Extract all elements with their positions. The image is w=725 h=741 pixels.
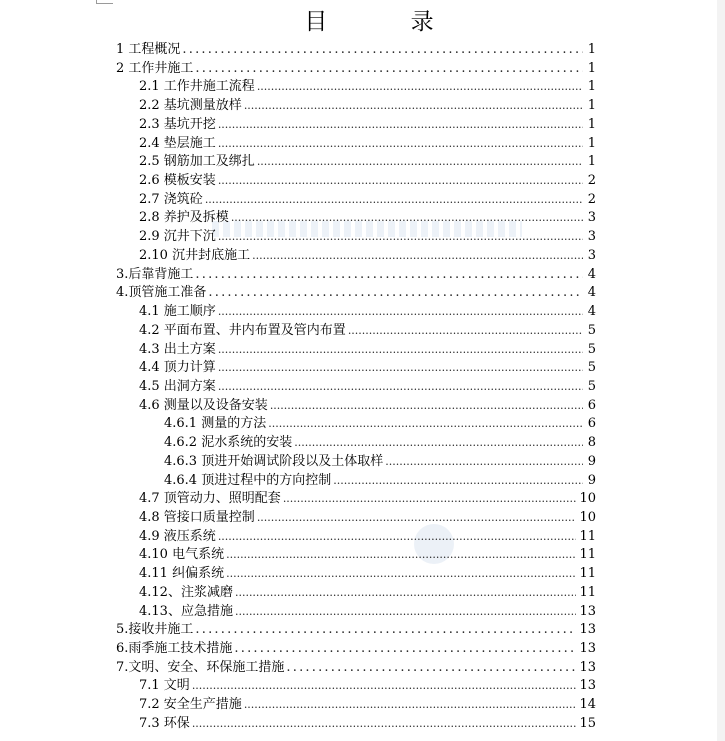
toc-dot-leader	[218, 135, 583, 154]
toc-entry-label: 4.6.3 顶进开始调试阶段以及土体取样	[164, 453, 384, 469]
toc-entry-label: 7.文明、安全、环保施工措施	[116, 659, 285, 675]
toc-dot-leader	[244, 696, 577, 715]
toc-dot-leader	[257, 78, 583, 97]
toc-entry[interactable]	[116, 472, 596, 491]
toc-entry-page-number: 10	[579, 491, 596, 507]
toc-entry-label: 4.6.2 泥水系统的安装	[164, 435, 293, 451]
toc-dot-leader	[205, 191, 583, 210]
toc-dot-leader	[257, 153, 583, 172]
toc-entry-page-number: 6	[587, 397, 596, 413]
toc-entry[interactable]	[116, 209, 596, 228]
toc-entry-label: 2.8 养护及拆模	[139, 210, 229, 226]
toc-entry[interactable]	[116, 341, 596, 360]
toc-entry-label: 4.10 电气系统	[139, 547, 225, 563]
page-edge	[717, 0, 725, 741]
toc-entry-label: 2.9 沉井下沉	[139, 229, 216, 245]
toc-entry-page-number: 5	[587, 322, 596, 338]
toc-dot-leader	[286, 659, 576, 678]
toc-entry-label: 5.接收井施工	[116, 622, 194, 638]
toc-entry-page-number: 11	[579, 547, 596, 563]
toc-entry[interactable]	[116, 659, 596, 678]
toc-dot-leader	[192, 715, 577, 734]
toc-entry-label: 2 工作井施工	[116, 60, 194, 76]
toc-entry-label: 7.2 安全生产措施	[139, 697, 242, 713]
toc-dot-leader	[195, 60, 583, 79]
toc-entry[interactable]	[116, 528, 596, 547]
toc-entry-label: 7.3 环保	[139, 715, 190, 731]
toc-dot-leader	[270, 397, 583, 416]
toc-entry-label: 2.7 浇筑砼	[139, 191, 203, 207]
toc-entry-page-number: 13	[579, 622, 596, 638]
toc-entry-page-number: 8	[587, 435, 596, 451]
toc-entry[interactable]	[116, 509, 596, 528]
toc-entry[interactable]	[116, 266, 596, 285]
toc-entry[interactable]	[116, 322, 596, 341]
toc-dot-leader	[218, 172, 583, 191]
toc-entry-page-number: 11	[579, 528, 596, 544]
toc-entry-label: 1 工程概况	[116, 42, 181, 57]
toc-entry-page-number: 10	[579, 509, 596, 525]
toc-dot-leader	[218, 303, 583, 322]
toc-entry[interactable]	[116, 696, 596, 715]
toc-dot-leader	[218, 378, 583, 397]
toc-entry-label: 4.12、注浆减磨	[139, 584, 233, 600]
toc-entry[interactable]	[116, 584, 596, 603]
toc-entry-label: 2.6 模板安装	[139, 173, 216, 189]
toc-entry-label: 2.3 基坑开挖	[139, 116, 216, 132]
toc-entry-page-number: 1	[587, 79, 596, 95]
toc-entry[interactable]	[116, 603, 596, 622]
toc-entry[interactable]	[116, 490, 596, 509]
toc-entry[interactable]	[116, 677, 596, 696]
toc-entry-label: 4.3 出土方案	[139, 341, 216, 357]
toc-entry-page-number: 5	[587, 360, 596, 376]
toc-entry[interactable]	[116, 191, 596, 210]
toc-entry[interactable]	[116, 565, 596, 584]
toc-dot-leader	[231, 209, 583, 228]
toc-entry-label: 4.8 管接口质量控制	[139, 509, 255, 525]
toc-entry[interactable]	[116, 228, 596, 247]
toc-dot-leader	[235, 603, 577, 622]
toc-entry-page-number: 4	[587, 266, 596, 282]
toc-entry[interactable]	[116, 359, 596, 378]
toc-entry-page-number: 2	[587, 191, 596, 207]
toc-entry-page-number: 3	[587, 247, 596, 263]
toc-entry-page-number: 1	[587, 116, 596, 132]
toc-entry-label: 2.5 钢筋加工及绑扎	[139, 154, 255, 170]
toc-dot-leader	[235, 584, 577, 603]
toc-dot-leader	[195, 266, 583, 285]
table-of-contents	[116, 41, 596, 734]
toc-dot-leader	[182, 41, 583, 60]
toc-entry-page-number: 9	[587, 472, 596, 488]
toc-entry-page-number: 13	[579, 678, 596, 694]
toc-entry-page-number: 6	[587, 416, 596, 432]
toc-entry-page-number: 13	[579, 603, 596, 619]
toc-entry-page-number: 14	[579, 697, 596, 713]
toc-entry-label: 4.顶管施工准备	[116, 285, 207, 301]
toc-entry-label: 2.2 基坑测量放样	[139, 98, 242, 114]
toc-entry-label: 4.6.1 测量的方法	[164, 416, 267, 432]
toc-dot-leader	[226, 546, 576, 565]
toc-entry-label: 4.9 液压系统	[139, 528, 216, 544]
toc-entry[interactable]	[116, 453, 596, 472]
toc-entry[interactable]	[116, 640, 596, 659]
toc-entry[interactable]	[116, 415, 596, 434]
toc-dot-leader	[218, 116, 583, 135]
toc-entry-label: 4.2 平面布置、井内布置及管内布置	[139, 322, 346, 338]
toc-entry-page-number: 3	[587, 229, 596, 245]
toc-entry[interactable]	[116, 546, 596, 565]
toc-dot-leader	[226, 565, 576, 584]
toc-entry-page-number: 5	[587, 378, 596, 394]
toc-dot-leader	[218, 341, 583, 360]
toc-entry-label: 4.4 顶力计算	[139, 360, 216, 376]
toc-entry-label: 4.13、应急措施	[139, 603, 233, 619]
toc-entry-page-number: 2	[587, 173, 596, 189]
toc-entry[interactable]	[116, 378, 596, 397]
toc-entry-label: 4.6.4 顶进过程中的方向控制	[164, 472, 332, 488]
toc-entry-page-number: 4	[587, 304, 596, 320]
toc-entry-page-number: 11	[579, 584, 596, 600]
toc-entry[interactable]	[116, 116, 596, 135]
toc-dot-leader	[195, 621, 576, 640]
toc-entry-label: 7.1 文明	[139, 678, 190, 694]
toc-entry-page-number: 4	[587, 285, 596, 301]
toc-entry-page-number: 1	[587, 135, 596, 151]
toc-dot-leader	[208, 284, 583, 303]
toc-entry-page-number: 15	[579, 715, 596, 731]
toc-entry[interactable]	[116, 153, 596, 172]
toc-dot-leader	[218, 228, 583, 247]
toc-dot-leader	[244, 97, 583, 116]
toc-dot-leader	[252, 247, 583, 266]
toc-entry[interactable]	[116, 621, 596, 640]
toc-entry-label: 6.雨季施工技术措施	[116, 641, 233, 656]
toc-entry[interactable]	[116, 397, 596, 416]
toc-entry[interactable]	[116, 284, 596, 303]
toc-dot-leader	[234, 640, 576, 659]
toc-entry[interactable]	[116, 434, 596, 453]
toc-entry[interactable]	[116, 97, 596, 116]
toc-entry-label: 2.1 工作井施工流程	[139, 79, 255, 95]
toc-entry-page-number: 1	[587, 98, 596, 114]
toc-entry-page-number: 9	[587, 453, 596, 469]
toc-entry-page-number: 3	[587, 210, 596, 226]
toc-entry-label: 2.4 垫层施工	[139, 135, 216, 151]
toc-entry-label: 4.5 出洞方案	[139, 378, 216, 394]
toc-entry-label: 4.1 施工顺序	[139, 304, 216, 320]
toc-entry-label: 4.7 顶管动力、照明配套	[139, 491, 281, 507]
toc-entry[interactable]	[116, 172, 596, 191]
toc-entry[interactable]	[116, 135, 596, 154]
toc-entry-page-number: 5	[587, 341, 596, 357]
toc-entry[interactable]	[116, 41, 596, 60]
toc-dot-leader	[218, 528, 577, 547]
toc-entry[interactable]	[116, 715, 596, 734]
toc-entry[interactable]	[116, 247, 596, 266]
toc-entry-page-number: 13	[579, 659, 596, 675]
page-title: 目 录	[304, 9, 472, 35]
toc-dot-leader	[348, 322, 583, 341]
toc-dot-leader	[257, 509, 577, 528]
toc-entry-label: 3.后靠背施工	[116, 266, 194, 282]
toc-entry-page-number: 11	[579, 566, 596, 582]
toc-entry[interactable]	[116, 60, 596, 79]
toc-entry-label: 2.10 沉井封底施工	[139, 247, 251, 263]
toc-entry[interactable]	[116, 303, 596, 322]
toc-entry-page-number: 1	[587, 154, 596, 170]
toc-entry[interactable]	[116, 78, 596, 97]
toc-dot-leader	[268, 415, 583, 434]
toc-dot-leader	[333, 472, 583, 491]
toc-entry-label: 4.11 纠偏系统	[139, 566, 225, 582]
toc-dot-leader	[192, 677, 577, 696]
toc-entry-label: 4.6 测量以及设备安装	[139, 397, 268, 413]
toc-dot-leader	[283, 490, 577, 509]
toc-dot-leader	[294, 434, 583, 453]
toc-entry-page-number: 1	[587, 60, 596, 76]
toc-dot-leader	[385, 453, 583, 472]
toc-dot-leader	[218, 359, 583, 378]
toc-entry-page-number: 1	[587, 42, 596, 57]
toc-entry-page-number: 13	[579, 641, 596, 656]
